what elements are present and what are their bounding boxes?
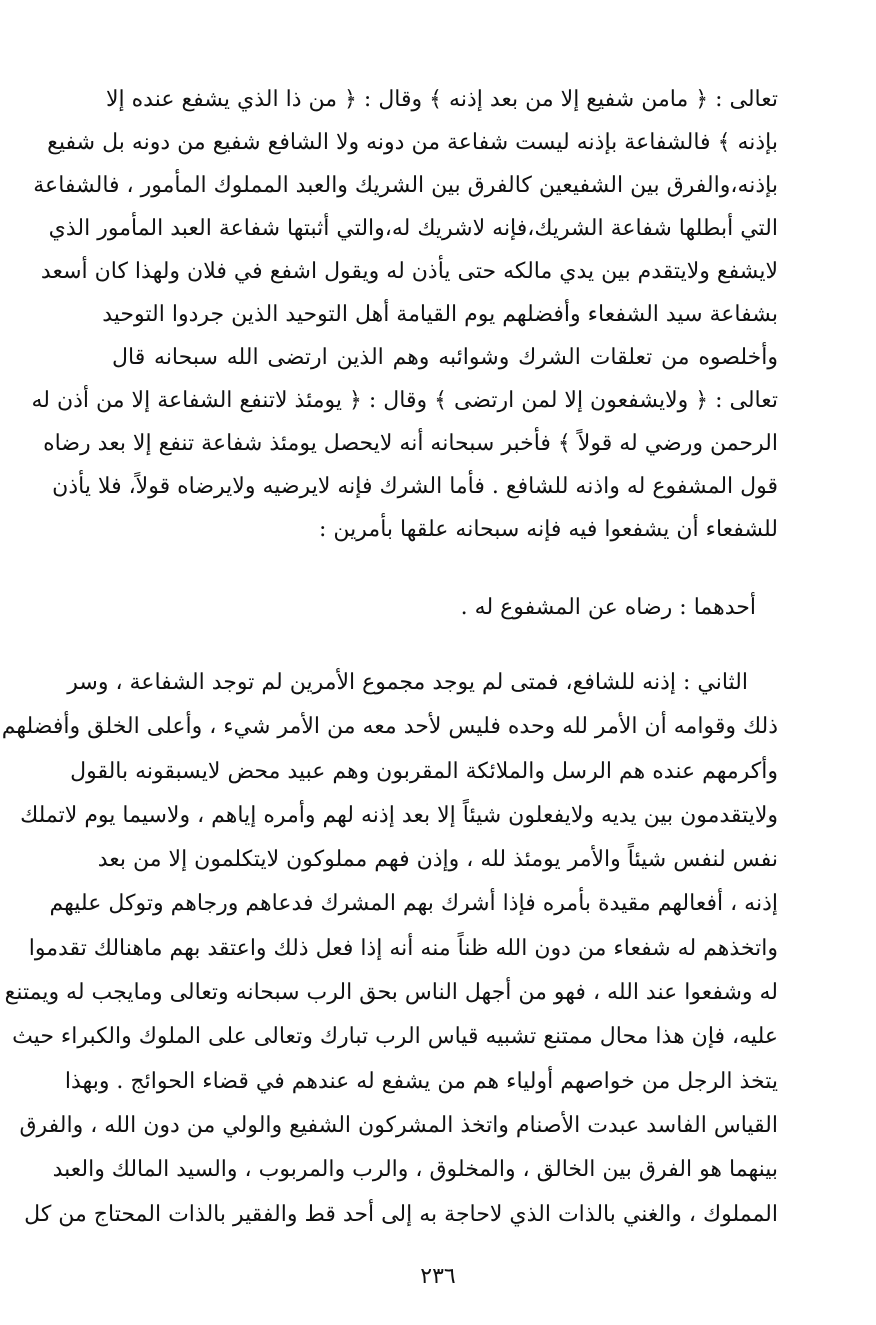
text-line: ولايتقدمون بين يديه ولايفعلون شيئاً إلا بعد إذنه لهم وأمره إياهم ، ولاسيما يوم لاتملك [20, 802, 778, 828]
text-line: بإذنه،والفرق بين الشفيعين كالفرق بين الشريك والعبد المملوك المأمور ، فالشفاعة [33, 173, 778, 198]
text-line: له وشفعوا عند الله ، فهو من أجهل الناس بحق الرب سبحانه وتعالى ومايجب له ويمتنع [4, 980, 778, 1006]
text-line: قول المشفوع له واذنه للشافع . فأما الشرك فإنه لايرضيه ولايرضاه قولاً، فلا يأذن [52, 474, 778, 499]
text-line: بإذنه ﴾ فالشفاعة بإذنه ليست شفاعة من دونه ولا الشافع شفيع من دونه بل شفيع [47, 130, 778, 155]
text-line: بشفاعة سيد الشفعاء وأفضلهم يوم القيامة أهل التوحيد الذين جردوا التوحيد [102, 302, 778, 327]
text-line: الثاني : إذنه للشافع، فمتى لم يوجد مجموع الأمرين لم توجد الشفاعة ، وسر [67, 670, 748, 695]
text-line: وأكرمهم عنده هم الرسل والملائكة المقربون وهم عبيد محض لايسبقونه بالقول [70, 758, 778, 784]
text-line: لايشفع ولايتقدم بين يدي مالكه حتى يأذن له ويقول اشفع في فلان ولهذا كان أسعد [40, 259, 778, 284]
text-line: الرحمن ورضي له قولاً ﴾ فأخبر سبحانه أنه لايحصل يومئذ شفاعة تنفع إلا بعد رضاه [43, 431, 778, 456]
text-line: القياس الفاسد عبدت الأصنام واتخذ المشركون الشفيع والولي من دون الله ، والفرق [19, 1112, 778, 1138]
text-line: واتخذهم له شفعاء من دون الله ظناً منه أنه إذا فعل ذلك واعتقد بهم ماهنالك تقدموا [28, 935, 778, 961]
paragraph-first-condition [112, 586, 778, 629]
text-line: التي أبطلها شفاعة الشريك،فإنه لاشريك له،والتي أثبتها شفاعة العبد المأمور الذي [48, 216, 778, 241]
text-line: إذنه ، أفعالهم مقيدة بأمره فإذا أشرك بهم المشرك فدعاهم ورجاهم وتوكل عليهم [49, 891, 778, 917]
text-line: ذلك وقوامه أن الأمر لله وحده فليس لأحد معه من الأمر شيء ، وأعلى الخلق وأفضلهم [1, 714, 778, 740]
text-line: أحدهما : رضاه عن المشفوع له . [460, 595, 756, 620]
paragraph-second-condition [1, 661, 778, 1237]
text-line: المملوك ، والغني بالذات الذي لاحاجة به إلى أحد قط والفقير بالذات المحتاج من كل [24, 1201, 778, 1227]
page-number: ٢٣٦ [420, 1264, 456, 1289]
text-line: تعالى : ﴿ مامن شفيع إلا من بعد إذنه ﴾ وقال : ﴿ من ذا الذي يشفع عنده إلا [105, 87, 778, 112]
text-line: يتخذ الرجل من خواصهم أولياء هم من يشفع له عندهم في قضاء الحوائج . وبهذا [64, 1068, 778, 1094]
text-line: للشفعاء أن يشفعوا فيه فإنه سبحانه علقها بأمرين : [319, 517, 778, 542]
text-line: عليه، فإن هذا محال ممتنع تشبيه قياس الرب تبارك وتعالى على الملوك والكبراء حيث [12, 1024, 778, 1050]
text-line: وأخلصوه من تعلقات الشرك وشوائبه وهم الذين ارتضى الله سبحانه قال [112, 345, 778, 370]
text-line: تعالى : ﴿ ولايشفعون إلا لمن ارتضى ﴾ وقال : ﴿ يومئذ لاتنفع الشفاعة إلا من أذن له [31, 388, 778, 413]
paragraph-intercession-intro [31, 78, 778, 551]
text-line: نفس لنفس شيئاً والأمر يومئذ لله ، وإذن فهم مملوكون لايتكلمون إلا من بعد [97, 847, 778, 873]
text-line: بينهما هو الفرق بين الخالق ، والمخلوق ، والرب والمربوب ، والسيد المالك والعبد [52, 1157, 778, 1183]
